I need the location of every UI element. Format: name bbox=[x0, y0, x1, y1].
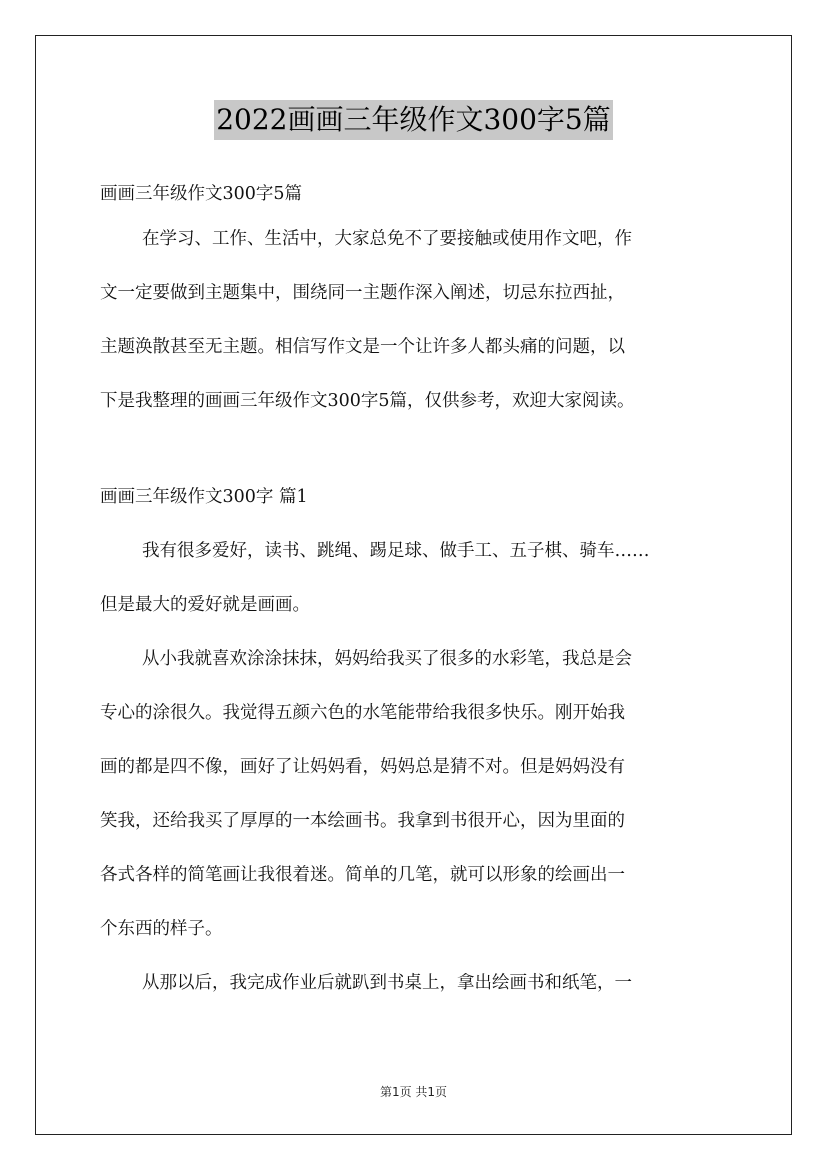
title-container bbox=[0, 100, 827, 140]
paragraph-line: 专心的涂很久。我觉得五颜六色的水笔能带给我很多快乐。刚开始我 bbox=[100, 703, 625, 723]
intro-line: 文一定要做到主题集中，围绕同一主题作深入阐述，切忌东拉西扯， bbox=[100, 283, 625, 303]
subtitle: 画画三年级作文300字5篇 bbox=[100, 184, 303, 204]
page-footer: 第1页 共1页 bbox=[379, 1085, 448, 1099]
intro-line: 在学习、工作、生活中，大家总免不了要接触或使用作文吧，作 bbox=[142, 229, 632, 249]
document-title: 2022画画三年级作文300字5篇 bbox=[214, 100, 613, 140]
paragraph-line: 笑我，还给我买了厚厚的一本绘画书。我拿到书很开心，因为里面的 bbox=[100, 811, 625, 831]
intro-line: 主题涣散甚至无主题。相信写作文是一个让许多人都头痛的问题，以 bbox=[100, 337, 625, 357]
section-heading: 画画三年级作文300字 篇1 bbox=[100, 487, 308, 507]
paragraph-line: 但是最大的爱好就是画画。 bbox=[100, 595, 310, 615]
paragraph-line: 画的都是四不像，画好了让妈妈看，妈妈总是猜不对。但是妈妈没有 bbox=[100, 757, 625, 777]
paragraph-line: 个东西的样子。 bbox=[100, 919, 223, 939]
document-body bbox=[100, 178, 740, 1010]
intro-line: 下是我整理的画画三年级作文300字5篇，仅供参考，欢迎大家阅读。 bbox=[100, 391, 635, 411]
paragraph-line: 我有很多爱好，读书、跳绳、踢足球、做手工、五子棋、骑车…… bbox=[142, 541, 650, 561]
paragraph-line: 从那以后，我完成作业后就趴到书桌上，拿出绘画书和纸笔，一 bbox=[142, 973, 632, 993]
paragraph-line: 各式各样的简笔画让我很着迷。简单的几笔，就可以形象的绘画出一 bbox=[100, 865, 625, 885]
paragraph-line: 从小我就喜欢涂涂抹抹，妈妈给我买了很多的水彩笔，我总是会 bbox=[142, 649, 632, 669]
